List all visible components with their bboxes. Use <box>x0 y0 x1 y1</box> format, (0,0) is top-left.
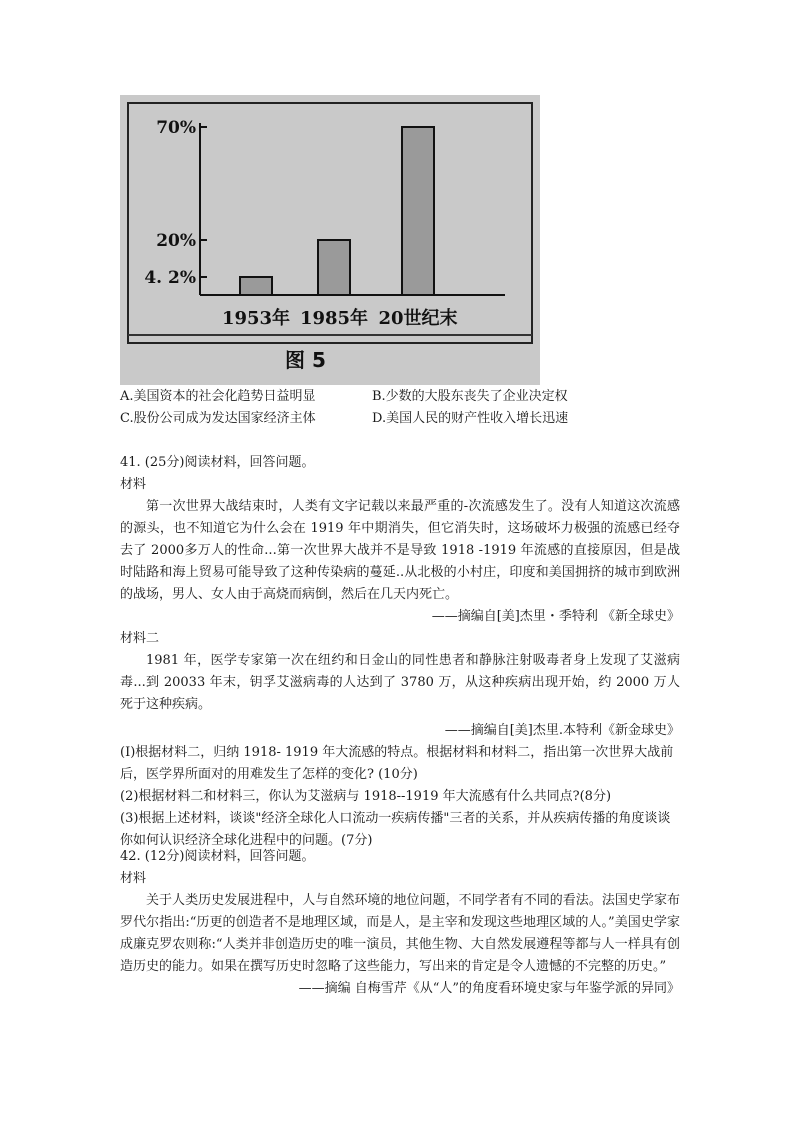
sub-question-3: (3)根据上述材料，谈谈"经济全球化人口流动一疾病传播"三者的关系，并从疾病传播的角度谈谈你如何认识经济全球化进程中的问题。(7分) <box>120 811 671 848</box>
material-1-source: ——摘编自[美]杰里・季特利 《新全球史》 <box>431 609 680 624</box>
x-tick-label: 1985年 <box>299 308 369 329</box>
material-2-text: 1981 年，医学专家第一次在纽约和日金山的同性患者和静脉注射吸毒者身上发现了艾滋病毒...到 20033 年末，钥孚艾滋病毒的人达到了 3780 万，从这种疾病出现开始，约 2000 万人死于这种疾病。 <box>120 653 680 712</box>
question-41-title: 41. (25分)阅读材料，回答问题。 <box>120 455 315 470</box>
x-tick-label: 20世纪末 <box>378 308 458 329</box>
y-tick-label: 70% <box>156 118 196 138</box>
option-b: B.少数的大股东丧失了企业决定权 <box>372 389 568 404</box>
option-a: A.美国资本的社会化趋势日益明显 <box>120 389 316 404</box>
chart-frame <box>128 103 532 343</box>
bar <box>240 277 272 295</box>
material-1-label: 材料 <box>120 477 147 492</box>
y-tick-label: 4. 2% <box>144 268 196 288</box>
bar <box>318 240 350 295</box>
answer-options <box>120 386 680 430</box>
sub-question-1: (I)根据材料二，归纳 1918- 1919 年大流感的特点。根据材料和材料二，指出第一次世界大战前后，医学界所面对的用难发生了怎样的变化? (10分) <box>120 745 674 782</box>
figure-caption: 图 5 <box>285 348 326 372</box>
material-label: 材料 <box>120 871 147 886</box>
material-2-label: 材料二 <box>120 631 160 646</box>
question-42-title: 42. (12分)阅读材料，回答问题。 <box>120 849 315 864</box>
bar <box>402 127 434 295</box>
material-2-source: ——摘编自[美]杰里.本特利《新金球史》 <box>444 723 680 738</box>
x-tick-label: 1953年 <box>221 308 291 329</box>
material-text: 关于人类历史发展进程中，人与自然环境的地位问题，不同学者有不同的看法。法国史学家布罗代尔指出:“历更的创造者不是地理区域，而是人，是主宰和发现这些地理区域的人。”美国史学家成廉克罗农则称:“人类并非创造历史的唯一演员，其他生物、大自然发展遵程等都与人一样具有创造历史的能力。如果在撰写历史时忽略了这些能力，写出来的肯定是令人遗憾的不完整的历史。” <box>120 893 680 974</box>
question-42 <box>120 846 680 1000</box>
figure-5 <box>120 95 540 385</box>
question-41 <box>120 452 680 852</box>
y-tick-label: 20% <box>156 231 196 251</box>
material-1-text: 第一次世界大战结束时，人类有文字记载以来最严重的-次流感发生了。没有人知道这次流感的源头，也不知道它为什么会在 1919 年中期消失，但它消失时，这场破坏力极强的流感已经夺去了 2000多万人的性命...第一次世界大战并不是导致 1918 -1919 年流感的直接原因，但是战时陆路和海上贸易可能导致了这种传染病的蔓延..从北极的小村庄，印度和美国拥挤的城市到欧洲的战场，男人、女人由于高烧而病倒，然后在几天内死亡。 <box>120 499 680 602</box>
option-d: D.美国人民的财产性收入增长迅速 <box>372 411 569 426</box>
material-source: ——摘编 自梅雪芹《从“人”的角度看环境史家与年鉴学派的异同》 <box>298 981 680 996</box>
sub-question-2: (2)根据材料二和材料三，你认为艾滋病与 1918--1919 年大流感有什么共同点?(8分) <box>120 789 612 804</box>
bar-chart <box>120 95 540 385</box>
option-c: C.股份公司成为发达国家经济主体 <box>120 411 316 426</box>
